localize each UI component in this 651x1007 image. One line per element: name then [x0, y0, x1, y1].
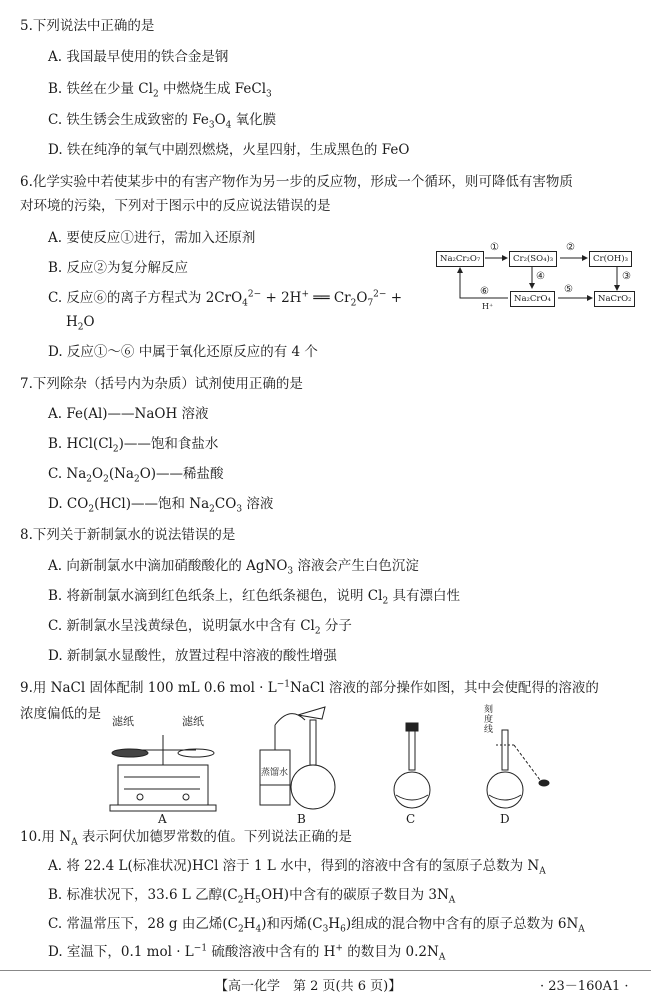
option-label-b: B [297, 812, 306, 826]
q10-option-c: C. 常温常压下，28 g 由乙烯$(C_2H_4)$和丙烯$(C_3H_6)$组成的混合物中含有的原子总数为 $6N_A$ [48, 916, 585, 935]
q8-option-a: A. 向新制氯水中滴加硝酸酸化的 AgNO$_3$ 溶液会产生白色沉淀 [48, 558, 419, 577]
q7-option-a: A. Fe(Al)——NaOH 溶液 [48, 406, 209, 422]
q10-option-a: A. 将 22.4 L(标准状况)HCl 溶于 1 L 水中，得到的溶液中含有的氢原子总数为 $N_A$ [48, 858, 546, 877]
q5-option-b: B. 铁丝在少量 $Cl_2$ 中燃烧生成 FeCl$_3$ [48, 81, 272, 100]
wash-bottle-flask-drawing [260, 707, 335, 809]
hplus-reagent: H⁺ [482, 302, 494, 311]
step-5-label: ⑤ [564, 284, 573, 295]
q6-option-c-cont: $H_2O$ [66, 314, 95, 333]
option-label-a: A [158, 812, 167, 826]
step-6-label: ⑥ [480, 286, 489, 297]
q7-stem: 7.下列除杂（括号内为杂质）试剂使用正确的是 [20, 376, 303, 392]
q8-option-c: C. 新制氯水呈浅黄绿色，说明氯水中含有 $Cl_2$ 分子 [48, 618, 352, 637]
label-mark-line: 刻度线 [484, 705, 494, 735]
label-filter-paper-right: 滤纸 [182, 715, 204, 728]
q5-stem: 5.下列说法中正确的是 [20, 18, 155, 34]
flask-eye-drawing [487, 730, 549, 808]
footer-code: · 23－160A1 · [540, 979, 629, 994]
q5-option-a: A. 我国最早使用的铁合金是钢 [48, 49, 229, 65]
q8-option-d: D. 新制氯水显酸性，放置过程中溶液的酸性增强 [48, 648, 337, 664]
q7-option-d: D. $CO_2(HCl)——$饱和 $Na_2CO_3$ 溶液 [48, 496, 274, 515]
step-4-label: ④ [536, 271, 545, 282]
q8-option-b: B. 将新制氯水滴到红色纸条上，红色纸条褪色，说明 $Cl_2$ 具有漂白性 [48, 588, 460, 607]
q9-stem-line1: 9.用 NaCl 固体配制 100 mL 0.6 mol · $L^{-1}NaCl$ 溶液的部分操作如图，其中会使配得的溶液的 [20, 679, 599, 696]
species-nacro2: NaCrO₂ [594, 291, 635, 307]
q6-option-c: C. 反应⑥的离子方程式为 2CrO$_4^{2-}$ + 2H+ ══ $Cr_2O_7^{2-}$ + [48, 289, 403, 309]
q8-stem: 8.下列关于新制氯水的说法错误的是 [20, 527, 236, 543]
reaction-cycle-diagram [432, 242, 637, 318]
option-label-c: C [406, 812, 416, 826]
balance-drawing [110, 735, 216, 811]
species-cr2so43: Cr₂(SO₄)₃ [509, 251, 557, 267]
q6-stem-line2: 对环境的污染，下列对于图示中的反应说法错误的是 [20, 198, 331, 214]
q10-stem: 10.用 $N_A$ 表示阿伏加德罗常数的值。下列说法正确的是 [20, 829, 352, 848]
q5-option-c: C. 铁生锈会生成致密的 $Fe_3O_4$ 氧化膜 [48, 112, 277, 131]
q6-option-b: B. 反应②为复分解反应 [48, 260, 189, 276]
q9-apparatus-figure [100, 705, 560, 830]
q7-option-b: B. $HCl(Cl_2)——$饱和食盐水 [48, 436, 219, 455]
q6-option-d: D. 反应①～⑥ 中属于氧化还原反应的有 4 个 [48, 344, 318, 360]
step-2-label: ② [566, 242, 575, 253]
flask-stoppered-drawing [394, 723, 430, 808]
step-3-label: ③ [622, 271, 631, 282]
footer-page-info: 【高一化学 第 2 页(共 6 页)】 [215, 979, 402, 994]
label-filter-paper-left: 滤纸 [112, 715, 134, 728]
footer-rule [0, 970, 651, 971]
species-na2cr2o7: Na₂Cr₂O₇ [436, 251, 484, 267]
species-croh3: Cr(OH)₃ [589, 251, 632, 267]
q6-option-a: A. 要使反应①进行，需加入还原剂 [48, 230, 256, 246]
q6-stem-line1: 6.化学实验中若使某步中的有害产物作为另一步的反应物，形成一个循环，则可降低有害物质 [20, 174, 573, 190]
step-1-label: ① [490, 242, 499, 253]
species-na2cro4: Na₂CrO₄ [510, 291, 555, 307]
q9-stem-line2: 浓度偏低的是 [20, 706, 101, 722]
label-distilled-water: 蒸馏水 [261, 768, 289, 778]
q10-option-d: D. 室温下，0.1 mol · $L^{-1}$ 硫酸溶液中含有的 H+ 的数目为 $0.2N_A$ [48, 943, 446, 963]
q7-option-c: C. $Na_2O_2(Na_2O)——$稀盐酸 [48, 466, 224, 485]
q5-option-d: D. 铁在纯净的氧气中剧烈燃烧，火星四射，生成黑色的 FeO [48, 142, 410, 158]
option-label-d: D [500, 812, 510, 826]
q10-option-b: B. 标准状况下，33.6 L 乙醇$(C_2H_5OH)$中含有的碳原子数目为 $3N_A$ [48, 887, 456, 906]
